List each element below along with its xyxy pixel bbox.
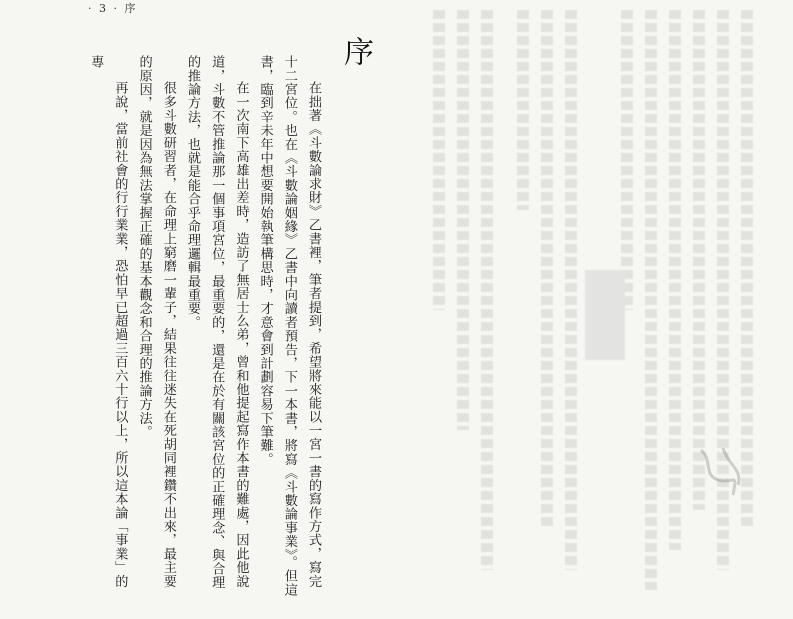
bleed-through-signature xyxy=(693,440,753,510)
bleed-through-text xyxy=(423,10,753,600)
page-header: · 3 · 序 xyxy=(88,2,138,15)
preface-body xyxy=(83,55,325,600)
page-title: 序 xyxy=(338,36,373,66)
paragraph: 在拙著《斗數論求財》乙書裡，筆者提到，希望將來能以一宮一書的寫作方式，寫完十二宮位。也在《斗數論姻緣》乙書中向讀者預告，下一本書，將寫《斗數論事業》。但這書，臨到辛未年中想要開始執筆構思時，才意會到計劃容易下筆難。 xyxy=(257,55,322,597)
paragraph: 很多斗數研習者，在命理上窮磨一輩子，結果往往迷失在死胡同裡鑽不出來，最主要的原因，就是因為無法掌握正確的基本觀念和合理的推論方法。 xyxy=(136,55,176,589)
paragraph: 再說，當前社會的行行業業，恐怕早已超過三百六十行以上，所以這本論「事業」的專 xyxy=(88,55,128,589)
paragraph: 在一次南下高雄出差時，造訪了無居士么弟，曾和他提起寫作本書的難處，因此他說道，斗數不管推論那一個事項宮位，最重要的，還是在於有關該宮位的正確理念、與合理的推論方法，也就是能合乎命理邏輯最重要。 xyxy=(185,55,249,590)
